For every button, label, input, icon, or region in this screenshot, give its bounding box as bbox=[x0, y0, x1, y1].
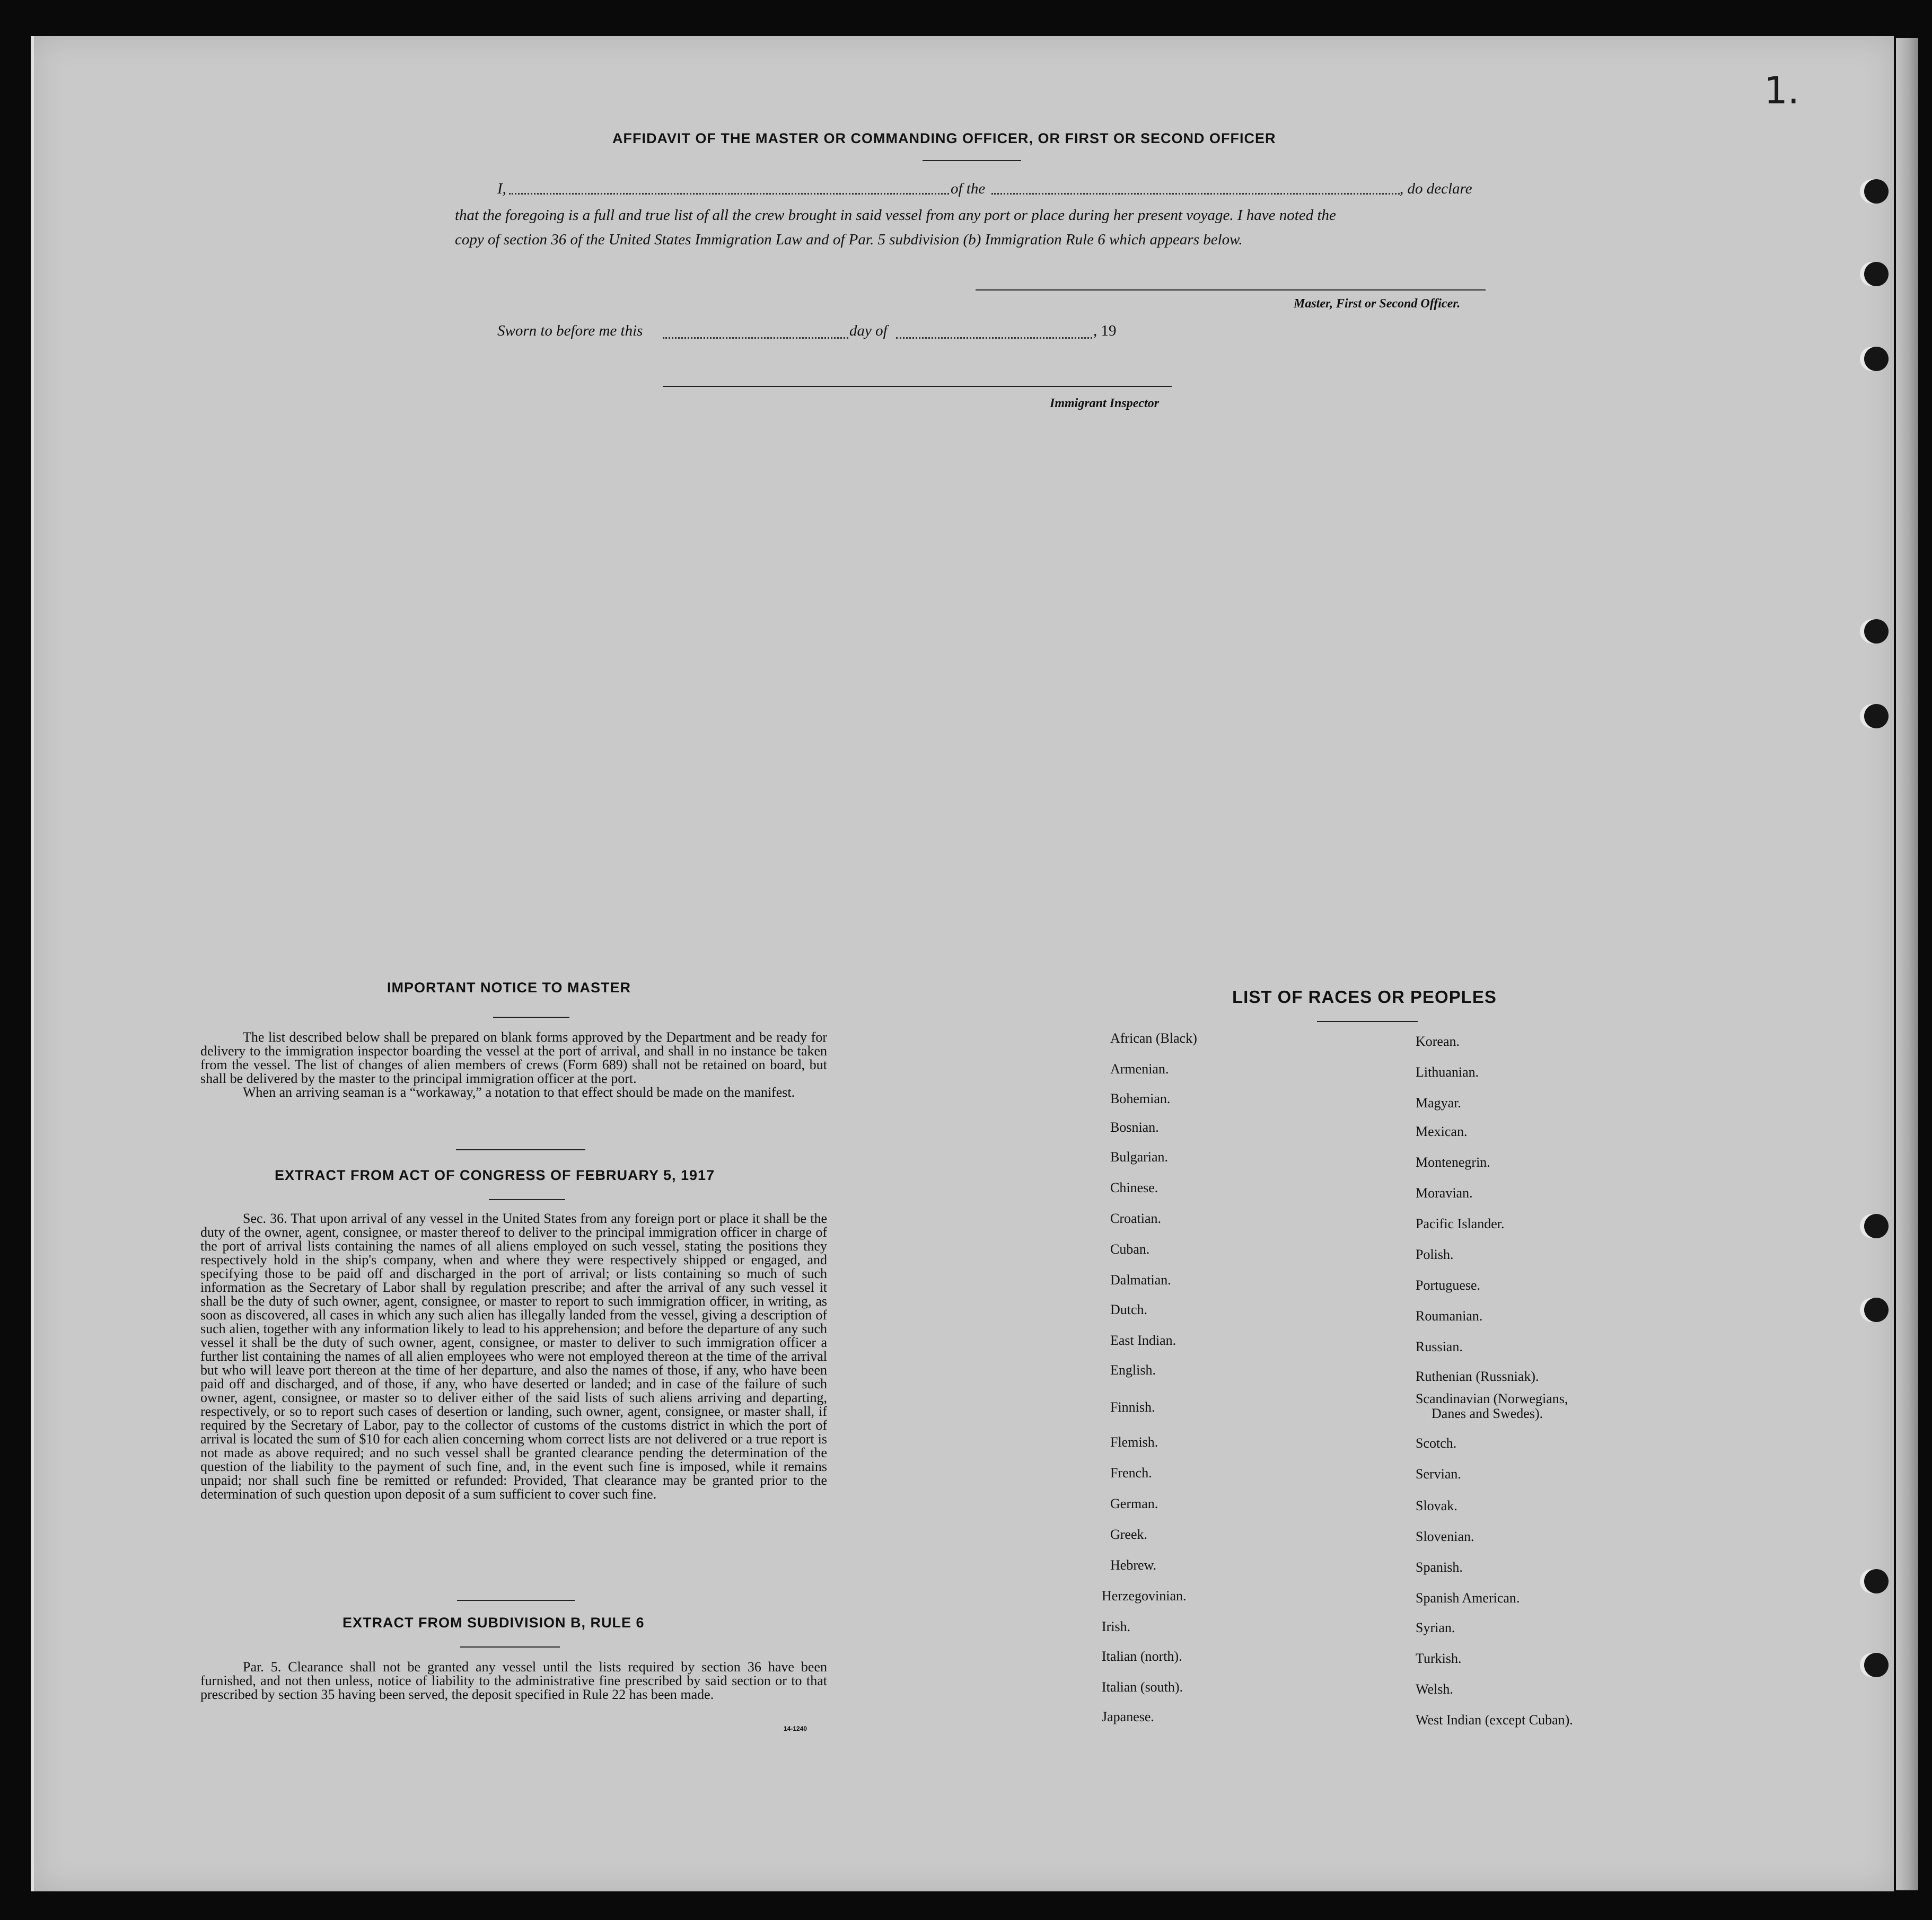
binder-hole bbox=[1864, 347, 1889, 371]
divider bbox=[460, 1646, 560, 1648]
race-item: Polish. bbox=[1416, 1247, 1454, 1262]
name-field[interactable] bbox=[509, 193, 949, 195]
divider bbox=[493, 1017, 569, 1018]
binder-hole bbox=[1864, 262, 1889, 286]
rule-body bbox=[200, 1660, 827, 1702]
notice-paragraph-1: The list described below shall be prepared on blank forms approved by the Department and be ready for delivery to the immigration inspector boarding the vessel at the port of arrival, and shall in no instance be taken from the vessel. The list of changes of alien members of crews (Form 689) shall not be retained on board, but shall be delivered by the master to the principal immigration officer at the port. bbox=[200, 1029, 827, 1086]
sworn-day-field[interactable] bbox=[663, 337, 848, 339]
race-item: Lithuanian. bbox=[1416, 1064, 1479, 1080]
binder-hole bbox=[1864, 179, 1889, 204]
race-item: Flemish. bbox=[1110, 1434, 1158, 1450]
affidavit-of-the: of the bbox=[951, 180, 986, 197]
page-edge bbox=[1896, 38, 1918, 1890]
rule-paragraph-5: Par. 5. Clearance shall not be granted any vessel until the lists required by section 36 have been furnished, and not then unless, notice of liability to the administrative fine prescribed by said section or to that prescribed by section 35 having been served, the deposit specified in Rule 22 has been made. bbox=[200, 1659, 827, 1702]
form-number: 14-1240 bbox=[784, 1725, 807, 1732]
race-item: Spanish. bbox=[1416, 1560, 1463, 1575]
binder-hole bbox=[1864, 1653, 1889, 1677]
affidavit-i: I, bbox=[497, 180, 506, 197]
race-item: Bohemian. bbox=[1110, 1091, 1171, 1106]
race-item: Dalmatian. bbox=[1110, 1272, 1171, 1288]
race-item: Armenian. bbox=[1110, 1061, 1169, 1077]
race-item: Servian. bbox=[1416, 1466, 1461, 1482]
race-item: German. bbox=[1110, 1496, 1158, 1511]
race-item: Italian (south). bbox=[1102, 1679, 1183, 1695]
document-page bbox=[31, 36, 1894, 1891]
notice-paragraph-2: When an arriving seaman is a “workaway,” a notation to that effect should be made on the manifest. bbox=[243, 1085, 795, 1100]
master-label: Master, First or Second Officer. bbox=[1294, 297, 1461, 311]
race-item: Herzegovinian. bbox=[1102, 1588, 1187, 1604]
race-item: West Indian (except Cuban). bbox=[1416, 1712, 1573, 1728]
divider bbox=[489, 1199, 565, 1200]
act-title: EXTRACT FROM ACT OF CONGRESS OF FEBRUARY 5, 1917 bbox=[275, 1167, 715, 1183]
race-item: French. bbox=[1110, 1465, 1152, 1481]
rule-title: EXTRACT FROM SUBDIVISION B, RULE 6 bbox=[343, 1615, 645, 1631]
race-item: Italian (north). bbox=[1102, 1649, 1182, 1664]
master-signature-line[interactable] bbox=[976, 289, 1486, 290]
affidavit-title: AFFIDAVIT OF THE MASTER OR COMMANDING OFFICER, OR FIRST OR SECOND OFFICER bbox=[612, 130, 1276, 146]
divider bbox=[457, 1600, 575, 1601]
sworn-prefix: Sworn to before me this bbox=[497, 322, 643, 339]
race-item: Turkish. bbox=[1416, 1651, 1462, 1666]
race-item: Chinese. bbox=[1110, 1180, 1158, 1195]
affidavit-declare: , do declare bbox=[1400, 180, 1472, 197]
binder-hole bbox=[1864, 704, 1889, 728]
sworn-year: , 19 bbox=[1093, 322, 1117, 339]
race-item: Scotch. bbox=[1416, 1435, 1457, 1451]
divider bbox=[1317, 1021, 1418, 1022]
race-item: Syrian. bbox=[1416, 1620, 1455, 1635]
binder-hole bbox=[1864, 1569, 1889, 1593]
race-item: English. bbox=[1110, 1362, 1156, 1378]
race-item: Dutch. bbox=[1110, 1302, 1148, 1317]
notice-title: IMPORTANT NOTICE TO MASTER bbox=[387, 980, 631, 996]
race-item: Hebrew. bbox=[1110, 1557, 1157, 1573]
race-item: Finnish. bbox=[1110, 1399, 1155, 1415]
race-item: Korean. bbox=[1416, 1034, 1460, 1049]
vessel-field[interactable] bbox=[991, 193, 1400, 195]
races-title: LIST OF RACES OR PEOPLES bbox=[1232, 987, 1497, 1007]
inspector-signature-line[interactable] bbox=[663, 386, 1172, 387]
race-item: Portuguese. bbox=[1416, 1278, 1481, 1293]
binder-hole bbox=[1864, 1298, 1889, 1322]
race-item: Magyar. bbox=[1416, 1095, 1461, 1111]
inspector-label: Immigrant Inspector bbox=[1050, 397, 1160, 410]
race-item: Montenegrin. bbox=[1416, 1155, 1490, 1170]
act-section-36: Sec. 36. That upon arrival of any vessel in the United States from any foreign port or place it shall be the duty of the owner, agent, consignee, or master thereof to deliver to the principal immigration officer in charge of the port of arrival lists containing the names of all aliens employed on such vessel, stating the positions they respectively hold in the ship's company, when and where they were respectively shipped or engaged, and specifying those to be paid off and discharged in the port of arrival; or lists containing so much of such information as the Secretary of Labor shall by regulation prescribe; and after the arrival of any such vessel it shall be the duty of such owner, agent, consignee, or master to report to such immigration officer, in writing, as soon as discovered, all cases in which any such alien has illegally landed from the vessel, giving a description of such alien, together with any information likely to lead to his apprehension; and before the departure of any such vessel it shall be the duty of such owner, agent, consignee, or master to deliver to such immigration officer a further list containing the names of all alien employees who were not employed thereon at the time of the arrival but who will leave port thereon at the time of her departure, and also the names of those, if any, who have been paid off and discharged, and of those, if any, who have deserted or landed; and in case of the failure of such owner, agent, consignee, or master so to deliver either of the said lists of such aliens arriving and departing, respectively, or so to report such cases of desertion or landing, such owner, agent, consignee, or master shall, if required by the Secretary of Labor, pay to the collector of customs of the customs district in which the port of arrival is located the sum of $10 for each alien concerning whom correct lists are not delivered or a true report is not made as above required; and no such vessel shall be granted clearance pending the determination of the question of the liability to the payment of such fine, and, in the event such fine is imposed, while it remains unpaid; nor shall such fine be remitted or refunded: Provided, That clearance may be granted prior to the determination of such question upon deposit of a sum sufficient to cover such fine. bbox=[200, 1211, 827, 1502]
sworn-month-field[interactable] bbox=[896, 337, 1092, 339]
race-item: Scandinavian (Norwegians, bbox=[1416, 1391, 1568, 1406]
race-item: Russian. bbox=[1416, 1339, 1463, 1354]
race-item: Roumanian. bbox=[1416, 1308, 1483, 1324]
race-item: East Indian. bbox=[1110, 1333, 1176, 1348]
race-item: Spanish American. bbox=[1416, 1590, 1520, 1606]
race-item: Japanese. bbox=[1102, 1709, 1154, 1724]
affidavit-line-2: that the foregoing is a full and true list of all the crew brought in said vessel from any port or place during her present voyage. I have noted the bbox=[455, 207, 1336, 224]
race-item: Greek. bbox=[1110, 1527, 1148, 1542]
race-item: African (Black) bbox=[1110, 1031, 1197, 1046]
race-item: Moravian. bbox=[1416, 1185, 1473, 1201]
race-item: Bulgarian. bbox=[1110, 1149, 1169, 1165]
divider bbox=[923, 160, 1021, 161]
race-item: Irish. bbox=[1102, 1619, 1131, 1634]
race-item: Ruthenian (Russniak). bbox=[1416, 1369, 1539, 1384]
race-item: Welsh. bbox=[1416, 1681, 1453, 1697]
binder-hole bbox=[1864, 619, 1889, 644]
sworn-day-of: day of bbox=[849, 322, 888, 339]
race-item: Mexican. bbox=[1416, 1124, 1468, 1139]
act-body bbox=[200, 1212, 827, 1501]
affidavit-line-3: copy of section 36 of the United States Immigration Law and of Par. 5 subdivision (b) Immigration Rule 6 which appears below. bbox=[455, 231, 1243, 248]
divider bbox=[456, 1149, 585, 1150]
binder-hole bbox=[1864, 1214, 1889, 1238]
race-item: Slovenian. bbox=[1416, 1529, 1474, 1544]
race-item: Bosnian. bbox=[1110, 1120, 1159, 1135]
race-item: Cuban. bbox=[1110, 1241, 1150, 1257]
handwritten-page-number: 1. bbox=[1764, 69, 1799, 112]
race-item: Slovak. bbox=[1416, 1498, 1457, 1513]
notice-body bbox=[200, 1031, 827, 1099]
race-item: Pacific Islander. bbox=[1416, 1216, 1505, 1231]
race-item: Croatian. bbox=[1110, 1211, 1162, 1226]
race-item: Danes and Swedes). bbox=[1432, 1406, 1543, 1421]
